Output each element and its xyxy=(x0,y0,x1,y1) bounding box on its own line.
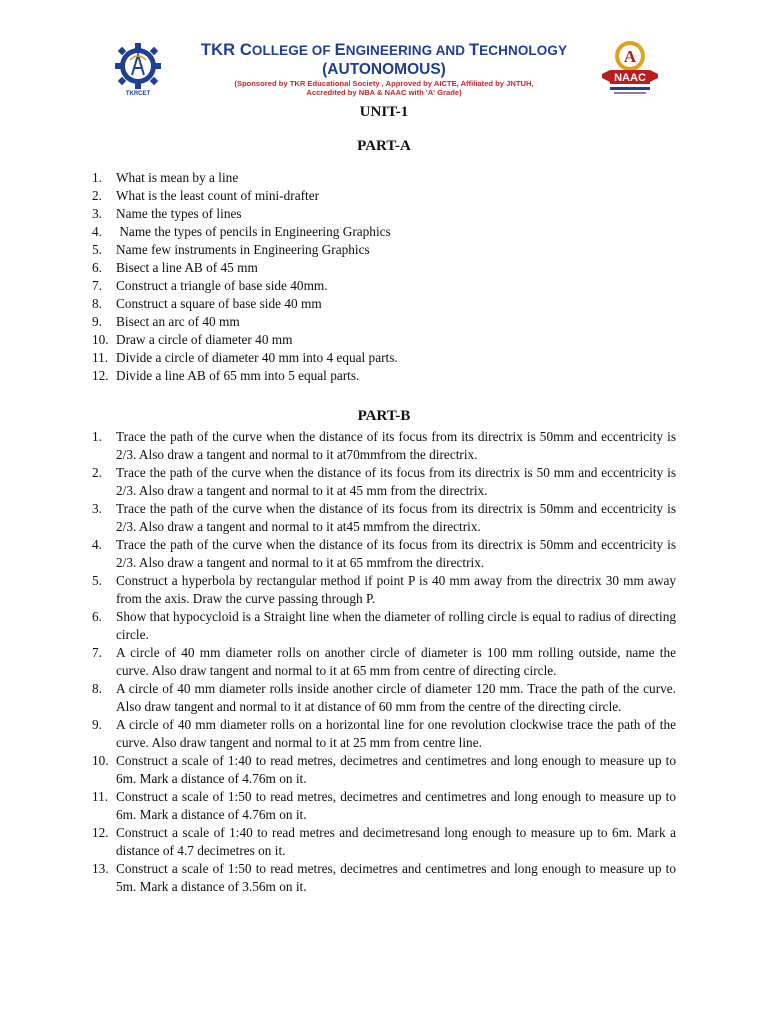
question-text: A circle of 40 mm diameter rolls inside another circle of diameter 120 mm. Trace the path of the curve. Also draw tangent and normal to it at distance of 60 mm from the centre of the directing circle. xyxy=(116,681,676,714)
question-item xyxy=(92,680,676,716)
question-number: 11. xyxy=(92,789,109,804)
question-text: Construct a triangle of base side 40mm. xyxy=(116,278,328,293)
question-item xyxy=(92,295,676,313)
naac-grade-logo xyxy=(598,38,662,98)
question-text: Name the types of pencils in Engineering Graphics xyxy=(116,224,391,239)
question-number: 12. xyxy=(92,825,109,840)
question-item xyxy=(92,644,676,680)
part-a-question-list xyxy=(92,169,676,385)
question-item xyxy=(92,223,676,241)
question-text: Divide a line AB of 65 mm into 5 equal parts. xyxy=(116,368,360,383)
question-number: 4. xyxy=(92,224,102,239)
sponsor-line: (Sponsored by TKR Educational Society , Approved by AICTE, Affiliated by JNTUH, xyxy=(234,79,534,88)
question-item xyxy=(92,349,676,367)
question-text: Divide a circle of diameter 40 mm into 4 equal parts. xyxy=(116,350,398,365)
question-text: Construct a scale of 1:50 to read metres, decimetres and centimetres and long enough to measure up to 5m. Mark a distance of 3.56m on it. xyxy=(116,861,676,894)
question-text: Show that hypocycloid is a Straight line when the diameter of rolling circle is equal to radius of directing circle. xyxy=(116,609,676,642)
question-item xyxy=(92,205,676,223)
question-item xyxy=(92,169,676,187)
question-text: Draw a circle of diameter 40 mm xyxy=(116,332,293,347)
question-item xyxy=(92,608,676,644)
question-number: 2. xyxy=(92,465,102,480)
question-item xyxy=(92,500,676,536)
question-item xyxy=(92,716,676,752)
question-item xyxy=(92,536,676,572)
question-item xyxy=(92,313,676,331)
question-number: 2. xyxy=(92,188,102,203)
unit-title: UNIT-1 xyxy=(359,104,409,120)
question-text: Construct a hyperbola by rectangular method if point P is 40 mm away from the directrix 30 mm away from the axis. Draw the curve passing through P. xyxy=(116,573,676,606)
question-text: Trace the path of the curve when the distance of its focus from its directrix is 50 mm and eccentricity is 2/3. Also draw a tangent and normal to it at 45 mm from the directrix. xyxy=(116,465,676,498)
question-number: 1. xyxy=(92,170,102,185)
college-name: TKR COLLEGE OF ENGINEERING AND TECHNOLOGY xyxy=(200,41,568,59)
question-text: Name the types of lines xyxy=(116,206,242,221)
question-number: 3. xyxy=(92,501,102,516)
question-number: 8. xyxy=(92,681,102,696)
question-number: 11. xyxy=(92,350,109,365)
question-number: 9. xyxy=(92,717,102,732)
question-number: 6. xyxy=(92,260,102,275)
question-number: 10. xyxy=(92,753,109,768)
question-text: Construct a square of base side 40 mm xyxy=(116,296,322,311)
question-text: Trace the path of the curve when the distance of its focus from its directrix is 50mm and eccentricity is 2/3. Also draw a tangent and normal to it at45 mmfrom the directrix. xyxy=(116,501,676,534)
autonomous-label: (AUTONOMOUS) xyxy=(322,61,446,78)
question-text: A circle of 40 mm diameter rolls on a horizontal line for one revolution clockwise trace the path of the curve. Also draw tangent and normal to it at 25 mm from centre line. xyxy=(116,717,676,750)
question-item xyxy=(92,187,676,205)
question-item xyxy=(92,428,676,464)
question-item xyxy=(92,752,676,788)
question-item xyxy=(92,367,676,385)
question-number: 12. xyxy=(92,368,109,383)
question-number: 1. xyxy=(92,429,102,444)
question-number: 9. xyxy=(92,314,102,329)
question-number: 8. xyxy=(92,296,102,311)
question-item xyxy=(92,824,676,860)
question-number: 4. xyxy=(92,537,102,552)
question-text: A circle of 40 mm diameter rolls on another circle of diameter is 100 mm rolling outside, name the curve. Also draw tangent and normal to it at 65 mm from centre of directing circle. xyxy=(116,645,676,678)
part-a-heading: PART-A xyxy=(357,138,411,154)
question-number: 13. xyxy=(92,861,109,876)
question-text: Construct a scale of 1:50 to read metres, decimetres and centimetres and long enough to measure up to 6m. Mark a distance of 4.76m on it. xyxy=(116,789,676,822)
question-text: Construct a scale of 1:40 to read metres, decimetres and centimetres and long enough to measure up to 6m. Mark a distance of 4.76m on it. xyxy=(116,753,676,786)
question-text: Trace the path of the curve when the distance of its focus from its directrix is 50mm and eccentricity is 2/3. Also draw a tangent and normal to it at70mmfrom the directrix. xyxy=(116,429,676,462)
question-item xyxy=(92,277,676,295)
question-number: 5. xyxy=(92,573,102,588)
question-item xyxy=(92,860,676,896)
question-number: 5. xyxy=(92,242,102,257)
tkrcet-logo xyxy=(110,40,166,98)
question-text: What is the least count of mini-drafter xyxy=(116,188,320,203)
question-item xyxy=(92,241,676,259)
question-text: Bisect a line AB of 45 mm xyxy=(116,260,258,275)
question-number: 7. xyxy=(92,278,102,293)
question-text: Name few instruments in Engineering Graphics xyxy=(116,242,370,257)
question-item xyxy=(92,464,676,500)
question-text: Bisect an arc of 40 mm xyxy=(116,314,240,329)
question-item xyxy=(92,259,676,277)
question-text: What is mean by a line xyxy=(116,170,239,185)
svg-text:NAAC: NAAC xyxy=(614,72,646,84)
part-b-question-list xyxy=(92,428,676,896)
svg-text:A: A xyxy=(623,47,637,66)
question-item xyxy=(92,331,676,349)
question-number: 3. xyxy=(92,206,102,221)
question-number: 7. xyxy=(92,645,102,660)
question-text: Trace the path of the curve when the distance of its focus from its directrix is 50mm and eccentricity is 2/3. Also draw a tangent and normal to it at 65 mmfrom the directrix. xyxy=(116,537,676,570)
svg-text:TKRCET: TKRCET xyxy=(125,91,151,97)
question-item xyxy=(92,572,676,608)
question-number: 6. xyxy=(92,609,102,624)
question-text: Construct a scale of 1:40 to read metres and decimetresand long enough to measure up to 6m. Mark a distance of 4.7 decimetres on it. xyxy=(116,825,676,858)
accreditation-line: Accredited by NBA & NAAC with 'A' Grade) xyxy=(306,88,462,97)
question-number: 10. xyxy=(92,332,109,347)
part-b-heading: PART-B xyxy=(357,408,411,424)
question-item xyxy=(92,788,676,824)
